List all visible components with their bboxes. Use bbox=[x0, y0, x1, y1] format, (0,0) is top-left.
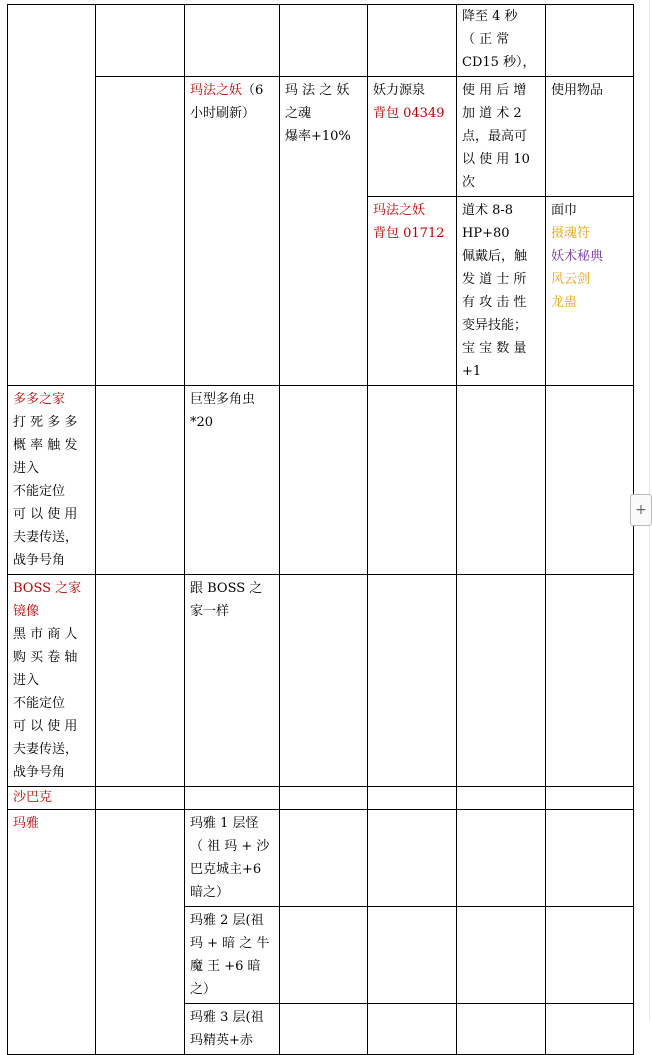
map-note: 夫妻传送， bbox=[13, 742, 79, 757]
set-item: 摄魂符 bbox=[551, 226, 591, 241]
table-cell bbox=[96, 575, 185, 787]
table-cell bbox=[96, 810, 185, 1055]
set-cell bbox=[546, 197, 634, 386]
item-cell bbox=[368, 77, 457, 197]
map-note: 不能定位 bbox=[13, 484, 66, 499]
table-row bbox=[8, 5, 634, 77]
monster-name: 玛法之妖 bbox=[190, 83, 243, 98]
map-note: 夫妻传送， bbox=[13, 530, 79, 545]
table-cell bbox=[280, 907, 368, 1004]
table-cell bbox=[368, 907, 457, 1004]
map-note: 黑 市 商 人 bbox=[13, 627, 78, 642]
map-note: 概 率 触 发 bbox=[13, 438, 78, 453]
map-name: 镜像 bbox=[13, 604, 40, 619]
effect-line: 使 用 后 增 bbox=[462, 83, 527, 98]
floor-line: 玛 + 暗 之 牛 bbox=[190, 936, 270, 951]
table-cell bbox=[96, 5, 185, 77]
map-cell bbox=[8, 386, 96, 575]
effect-line: HP+80 bbox=[462, 226, 510, 241]
table-cell bbox=[185, 5, 280, 77]
table-cell bbox=[96, 77, 185, 386]
slot-name: 面巾 bbox=[551, 203, 578, 218]
monster-cell bbox=[185, 386, 280, 575]
usage-cell bbox=[546, 77, 634, 197]
map-cell bbox=[8, 575, 96, 787]
floor-line: 之） bbox=[190, 982, 217, 997]
map-note: 购 买 卷 轴 bbox=[13, 650, 78, 665]
table-cell bbox=[457, 386, 546, 575]
monster-line: 家一样 bbox=[190, 604, 230, 619]
floor-line: 巴克城主+6 bbox=[190, 862, 262, 877]
table-cell bbox=[546, 810, 634, 907]
table-cell bbox=[8, 5, 96, 386]
item-bag-id: 背包 01712 bbox=[373, 226, 445, 241]
table-cell bbox=[280, 5, 368, 77]
table-row bbox=[8, 386, 634, 575]
effect-line: 佩戴后，触 bbox=[462, 249, 528, 264]
effect-line: 点，最高可 bbox=[462, 129, 528, 144]
table-cell bbox=[280, 787, 368, 810]
table-cell bbox=[546, 386, 634, 575]
table-cell bbox=[457, 810, 546, 907]
drop-cell bbox=[280, 77, 368, 386]
map-name: 沙巴克 bbox=[13, 790, 53, 805]
map-note: 可 以 使 用 bbox=[13, 507, 78, 522]
map-name: 玛雅 bbox=[13, 816, 40, 831]
floor-line: 玛雅 1 层怪 bbox=[190, 816, 259, 831]
drop-line: 玛 法 之 妖 bbox=[285, 83, 350, 98]
monster-line: 巨型多角虫 bbox=[190, 392, 256, 407]
set-item: 风云剑 bbox=[551, 272, 591, 287]
item-cell bbox=[368, 197, 457, 386]
table-cell bbox=[185, 787, 280, 810]
table-cell bbox=[457, 575, 546, 787]
effect-line: 次 bbox=[462, 175, 476, 190]
map-cell bbox=[8, 810, 96, 1055]
table-cell bbox=[280, 386, 368, 575]
floor-cell bbox=[185, 810, 280, 907]
item-name: 玛法之妖 bbox=[373, 203, 426, 218]
effect-line: 有 攻 击 性 bbox=[462, 295, 527, 310]
table-cell bbox=[280, 1004, 368, 1055]
effect-line: 发 道 士 所 bbox=[462, 272, 527, 287]
drop-line: 之魂 bbox=[285, 106, 312, 121]
effect-line: 道术 8-8 bbox=[462, 203, 514, 218]
map-note: 进入 bbox=[13, 673, 40, 688]
table-cell bbox=[457, 907, 546, 1004]
effect-line: 以 使 用 10 bbox=[462, 152, 530, 167]
table-cell bbox=[546, 907, 634, 1004]
floor-line: 魔 王 +6 暗 bbox=[190, 959, 261, 974]
monster-line: *20 bbox=[190, 415, 214, 430]
floor-cell bbox=[185, 1004, 280, 1055]
table-cell bbox=[368, 575, 457, 787]
floor-line: （ 祖 玛 + 沙 bbox=[190, 839, 270, 854]
effect-line: （ 正 常 bbox=[462, 32, 510, 47]
table-cell bbox=[457, 787, 546, 810]
floor-line: 暗之） bbox=[190, 885, 230, 900]
effect-line: 变异技能； bbox=[462, 318, 528, 333]
usage-text: 使用物品 bbox=[551, 83, 604, 98]
floor-line: 玛精英+赤 bbox=[190, 1033, 253, 1048]
table-cell bbox=[368, 1004, 457, 1055]
table-cell bbox=[368, 5, 457, 77]
map-note: 战争号角 bbox=[13, 553, 66, 568]
table-row bbox=[8, 787, 634, 810]
monster-cell bbox=[185, 575, 280, 787]
effect-line: 加 道 术 2 bbox=[462, 106, 522, 121]
item-drop-table bbox=[7, 4, 634, 1055]
table-cell bbox=[368, 787, 457, 810]
map-note: 不能定位 bbox=[13, 696, 66, 711]
floor-line: 玛雅 2 层(祖 bbox=[190, 913, 264, 928]
effect-cell bbox=[457, 5, 546, 77]
map-note: 可 以 使 用 bbox=[13, 719, 78, 734]
set-item: 龙蛊 bbox=[551, 295, 578, 310]
set-item: 妖术秘典 bbox=[551, 249, 604, 264]
table-cell bbox=[96, 787, 185, 810]
effect-line: 宝 宝 数 量 bbox=[462, 341, 527, 356]
monster-cell bbox=[185, 77, 280, 386]
table-cell bbox=[280, 575, 368, 787]
table-row bbox=[8, 575, 634, 787]
add-button[interactable]: + bbox=[630, 494, 652, 526]
drop-line: 爆率+10% bbox=[285, 129, 351, 144]
table-row bbox=[8, 810, 634, 907]
table-cell bbox=[96, 386, 185, 575]
table-cell bbox=[546, 787, 634, 810]
floor-line: 玛雅 3 层(祖 bbox=[190, 1010, 264, 1025]
map-note: 战争号角 bbox=[13, 765, 66, 780]
map-note: 打 死 多 多 bbox=[13, 415, 78, 430]
table-cell bbox=[368, 810, 457, 907]
table-row bbox=[8, 77, 634, 197]
item-name: 妖力源泉 bbox=[373, 83, 426, 98]
effect-cell bbox=[457, 197, 546, 386]
map-name: BOSS 之家 bbox=[13, 581, 82, 596]
effect-line: 降至 4 秒 bbox=[462, 9, 518, 24]
monster-note: （6小时刷新） bbox=[190, 83, 264, 121]
map-cell bbox=[8, 787, 96, 810]
table-cell bbox=[368, 386, 457, 575]
table-cell bbox=[546, 1004, 634, 1055]
effect-line: +1 bbox=[462, 364, 482, 379]
effect-line: CD15 秒）， bbox=[462, 55, 536, 70]
table-cell bbox=[280, 810, 368, 907]
table-cell bbox=[546, 5, 634, 77]
map-name: 多多之家 bbox=[13, 392, 66, 407]
floor-cell bbox=[185, 907, 280, 1004]
table-cell bbox=[546, 575, 634, 787]
item-bag-id: 背包 04349 bbox=[373, 106, 445, 121]
table-cell bbox=[457, 1004, 546, 1055]
monster-line: 跟 BOSS 之 bbox=[190, 581, 263, 596]
effect-cell bbox=[457, 77, 546, 197]
map-note: 进入 bbox=[13, 461, 40, 476]
